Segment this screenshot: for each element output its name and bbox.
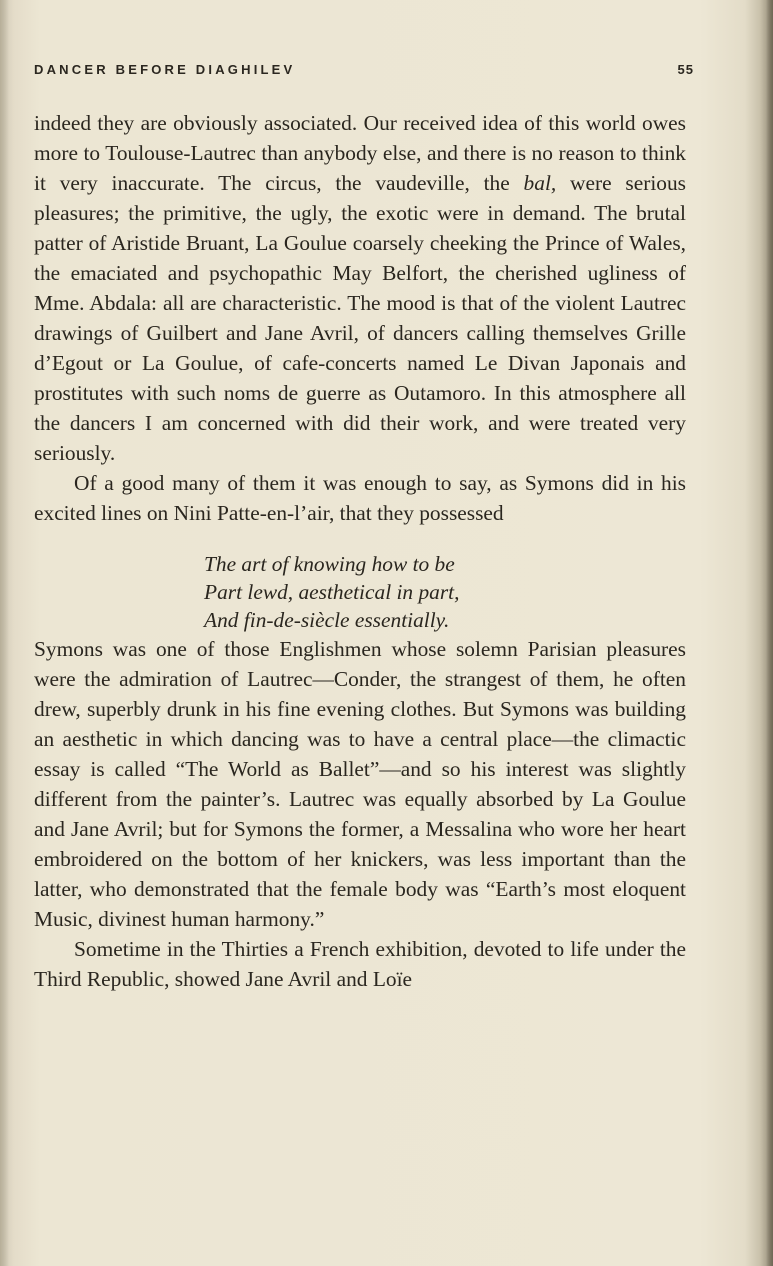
paragraph-1 <box>34 108 686 468</box>
body-text <box>34 108 686 994</box>
paragraph-3: Symons was one of those Englishmen whose solemn Parisian pleasures were the admiration of Lautrec—Conder, the strangest of them, he often drew, superbly drunk in his fine evening clothes. But Symons was building an aesthetic in which dancing was to have a central place—the climactic essay is called “The World as Ballet”—and so his interest was slightly different from the painter’s. Lautrec was equally absorbed by La Goulue and Jane Avril; but for Symons the former, a Messalina who wore her heart embroidered on the bottom of her knickers, was less important than the latter, who demonstrated that the female body was “Earth’s most eloquent Music, divinest human harmony.” <box>34 637 686 931</box>
page-edge-shadow <box>766 0 773 1266</box>
paragraph-1-italic-word: bal, <box>523 171 557 195</box>
paragraph-1-end: were serious pleasures; the primitive, the ugly, the exotic were in demand. The brutal patter of Aristide Bruant, La Goulue coarsely cheeking the Prince of Wales, the emaciated and psychopathic May Belfort, the cherished ugliness of Mme. Abdala: all are characteristic. The mood is that of the violent Lautrec drawings of Guilbert and Jane Avril, of dancers calling themselves Grille d’Egout or La Goulue, of cafe-concerts named Le Divan Japonais and prostitutes with such noms de guerre as Outamoro. In this atmosphere all the dancers I am concerned with did their work, and were treated very seriously. <box>34 171 687 465</box>
paragraph-1-start: indeed they are obviously associated. Our received idea of this world owes more to Toulouse-Lautrec than anybody else, and there is no reason to think it very inaccurate. The circus, the vaudeville, the <box>34 111 686 195</box>
verse-line-1: The art of knowing how to be <box>204 552 455 576</box>
verse-line-2: Part lewd, aesthetical in part, <box>204 580 460 604</box>
running-head <box>34 62 694 82</box>
running-head-title: DANCER BEFORE DIAGHILEV <box>34 62 296 77</box>
paragraph-4: Sometime in the Thirties a French exhibition, devoted to life under the Third Republic, showed Jane Avril and Loïe <box>34 937 686 991</box>
verse-quotation <box>204 550 686 634</box>
spine-shadow <box>0 0 9 1266</box>
verse-line-3: And fin-de-siècle essentially. <box>204 608 450 632</box>
paragraph-2: Of a good many of them it was enough to say, as Symons did in his excited lines on Nini Patte-en-l’air, that they possessed <box>34 471 686 525</box>
page-number: 55 <box>677 62 694 77</box>
